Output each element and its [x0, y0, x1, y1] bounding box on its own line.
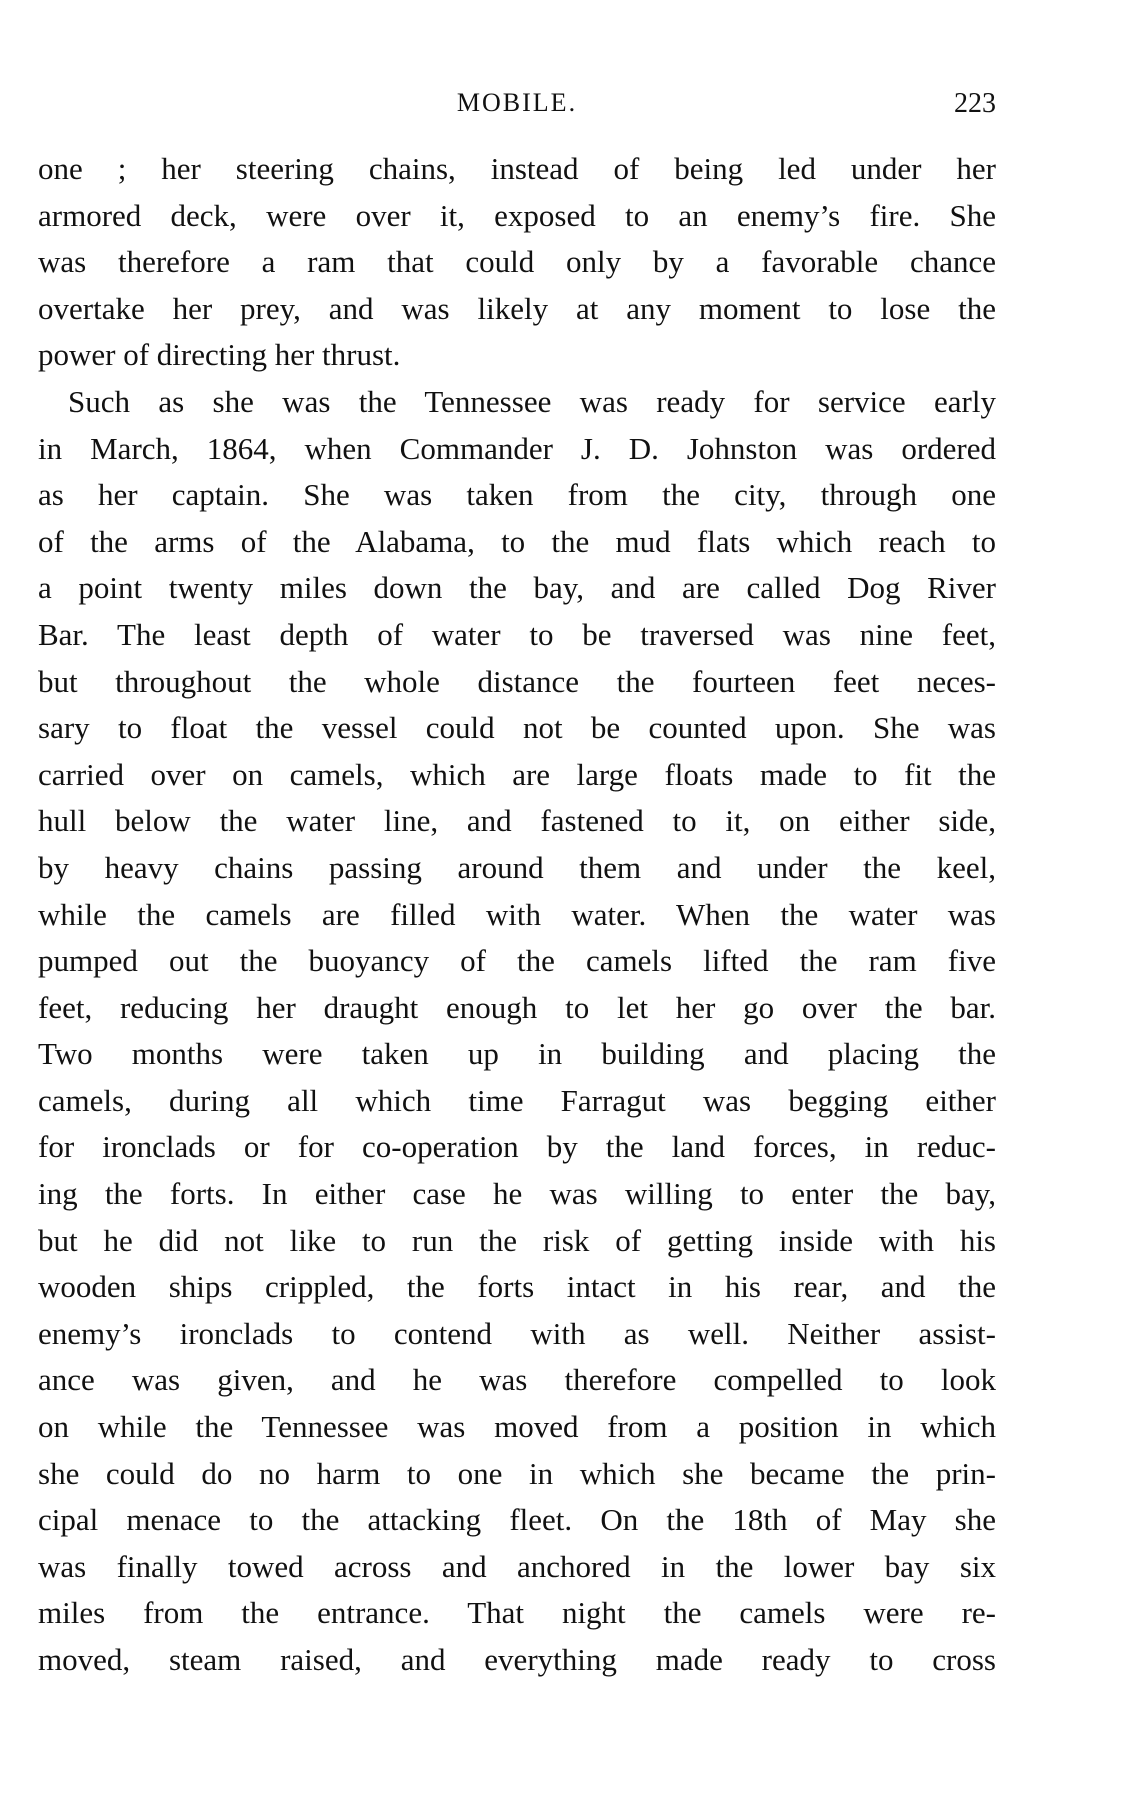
text-line: sary to float the vessel could not be counted upon. She was	[38, 710, 996, 746]
text-line: miles from the entrance. That night the camels were re-	[38, 1595, 996, 1631]
text-line: camels, during all which time Farragut was begging either	[38, 1082, 996, 1118]
text-line: carried over on camels, which are large floats made to fit the	[38, 756, 996, 792]
text-line: feet, reducing her draught enough to let her go over the bar.	[38, 989, 996, 1025]
body-text	[38, 146, 996, 1684]
text-line: ing the forts. In either case he was willing to enter the bay,	[38, 1176, 996, 1212]
text-line: in March, 1864, when Commander J. D. Johnston was ordered	[38, 430, 996, 466]
running-title: MOBILE.	[456, 88, 578, 117]
text-line: power of directing her thrust.	[38, 337, 401, 373]
text-line: as her captain. She was taken from the city, through one	[38, 477, 996, 513]
text-line: of the arms of the Alabama, to the mud flats which reach to	[38, 523, 996, 559]
text-line: ance was given, and he was therefore compelled to look	[38, 1362, 996, 1398]
text-line: but he did not like to run the risk of getting inside with his	[38, 1222, 996, 1258]
text-line: hull below the water line, and fastened to it, on either side,	[38, 803, 996, 839]
running-head	[38, 88, 996, 128]
text-line: one ; her steering chains, instead of being led under her	[38, 151, 996, 186]
text-line: for ironclads or for co-operation by the land forces, in reduc-	[38, 1129, 996, 1165]
text-line: overtake her prey, and was likely at any moment to lose the	[38, 290, 996, 326]
text-line: enemy’s ironclads to contend with as well. Neither assist-	[38, 1315, 996, 1351]
text-line: on while the Tennessee was moved from a position in which	[38, 1409, 996, 1445]
text-line: Such as she was the Tennessee was ready for service early	[68, 383, 996, 419]
text-line: Bar. The least depth of water to be traversed was nine feet,	[38, 616, 996, 652]
text-line: wooden ships crippled, the forts intact in his rear, and the	[38, 1269, 996, 1305]
text-line: by heavy chains passing around them and under the keel,	[38, 849, 996, 885]
text-line: was finally towed across and anchored in the lower bay six	[38, 1548, 996, 1584]
text-line: a point twenty miles down the bay, and are called Dog River	[38, 570, 996, 606]
text-line: moved, steam raised, and everything made ready to cross	[38, 1642, 996, 1677]
text-line: Two months were taken up in building and placing the	[38, 1036, 996, 1072]
text-line: cipal menace to the attacking fleet. On the 18th of May she	[38, 1502, 996, 1538]
text-line: pumped out the buoyancy of the camels lifted the ram five	[38, 943, 996, 979]
page-number: 223	[954, 88, 996, 119]
text-line: was therefore a ram that could only by a favorable chance	[38, 244, 996, 280]
text-line: while the camels are filled with water. When the water was	[38, 896, 996, 932]
text-line: but throughout the whole distance the fourteen feet neces-	[38, 663, 996, 699]
text-line: armored deck, were over it, exposed to an enemy’s fire. She	[38, 197, 996, 233]
text-line: she could do no harm to one in which she became the prin-	[38, 1455, 996, 1491]
